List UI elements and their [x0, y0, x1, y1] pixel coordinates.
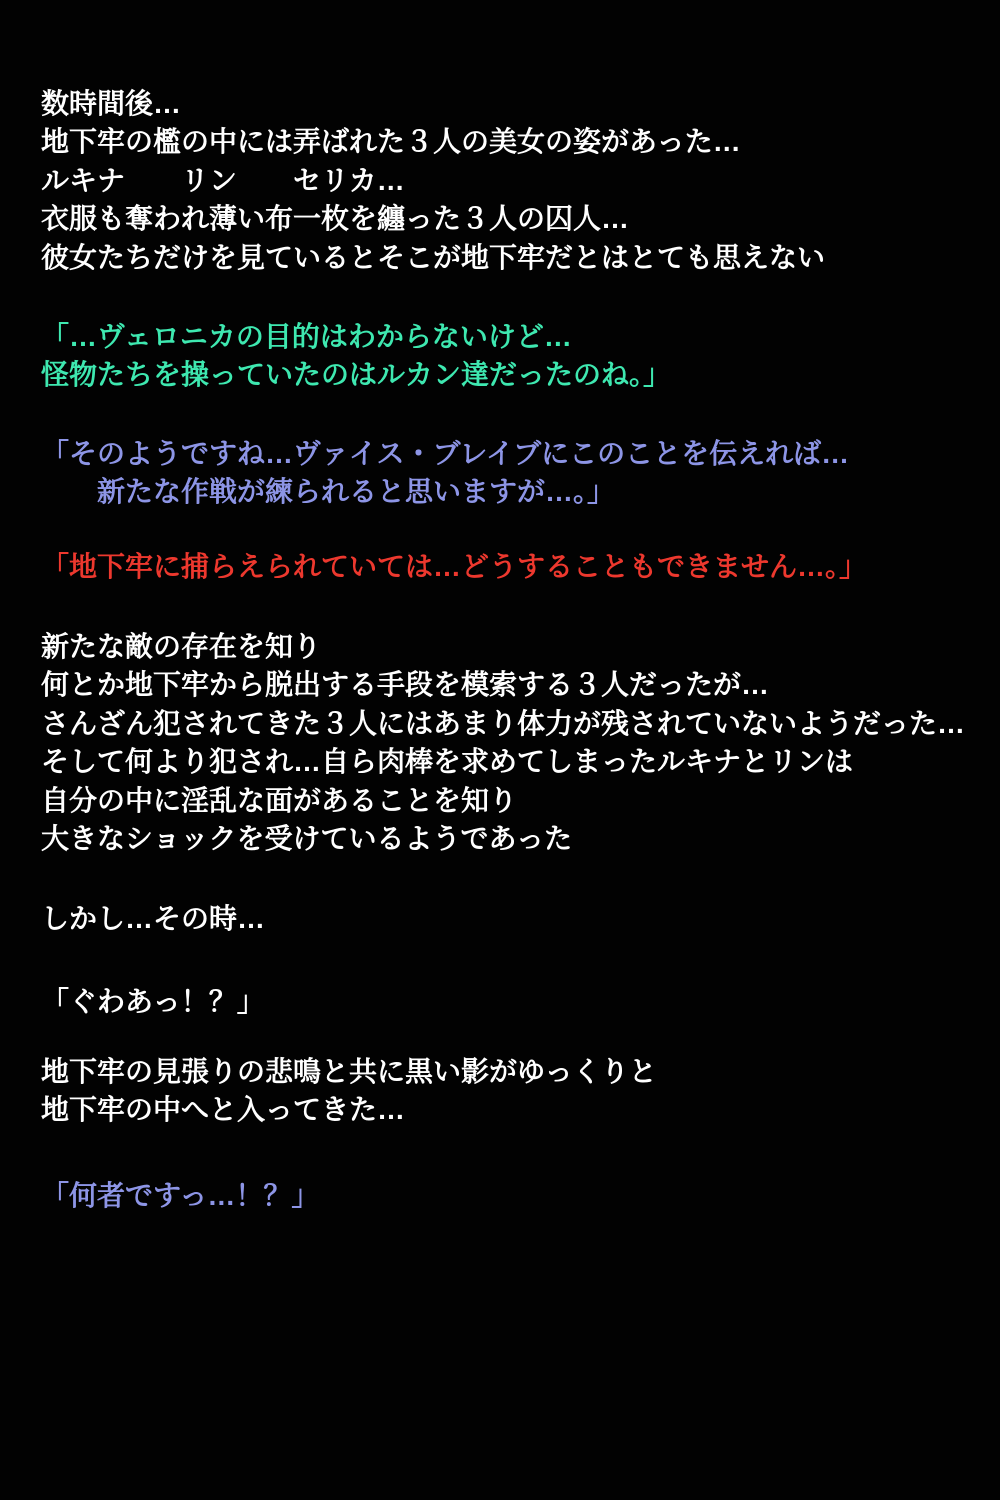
paragraph-dialogue-blue-who [41, 1177, 990, 1215]
paragraph-dialogue-guard-scream [41, 983, 990, 1021]
text-line: 大きなショックを受けているようであった [41, 823, 573, 855]
text-line: 自分の中に淫乱な面があることを知り [41, 784, 518, 816]
text-line: 何とか地下牢から脱出する手段を模索する３人だったが… [41, 669, 770, 701]
text-line: そして何より犯され…自ら肉棒を求めてしまったルキナとリンは [41, 746, 854, 778]
text-line: 新たな敵の存在を知り [41, 631, 322, 662]
text-line: 「何者ですっ…！？」 [41, 1180, 320, 1211]
paragraph-narration-intro [41, 85, 990, 277]
text-line: 数時間後… [41, 88, 182, 119]
text-line: 「そのようですね…ヴァイス・ブレイブにこのことを伝えれば… [41, 438, 850, 469]
paragraph-narration-middle [41, 628, 990, 858]
text-line: 地下牢の中へと入ってきた… [41, 1094, 406, 1126]
paragraph-narration-however [41, 900, 990, 938]
text-line: 新たな作戦が練られると思いますが…。」 [41, 476, 616, 508]
text-line: 地下牢の見張りの悲鳴と共に黒い影がゆっくりと [41, 1056, 657, 1087]
text-line: 「ぐわあっ！？」 [41, 986, 265, 1017]
text-line: 怪物たちを操っていたのはルカン達だったのね。」 [41, 359, 672, 391]
text-line: 地下牢の檻の中には弄ばれた３人の美女の姿があった… [41, 126, 741, 158]
paragraph-dialogue-blue-reply [41, 435, 990, 512]
text-line: 「地下牢に捕らえられていては…どうすることもできません…。」 [41, 551, 868, 582]
text-line: ルキナ リン セリカ… [41, 164, 405, 196]
paragraph-narration-shadow [41, 1053, 990, 1130]
text-line: しかし…その時… [41, 903, 266, 934]
text-line: 衣服も奪われ薄い布一枚を纏った３人の囚人… [41, 203, 630, 235]
text-line: 「…ヴェロニカの目的はわからないけど… [41, 321, 572, 352]
paragraph-dialogue-green [41, 318, 990, 395]
paragraph-dialogue-red [41, 548, 990, 586]
text-line: 彼女たちだけを見ているとそこが地下牢だとはとても思えない [41, 241, 826, 273]
text-line: さんざん犯されてきた３人にはあまり体力が残されていないようだった… [41, 707, 966, 739]
